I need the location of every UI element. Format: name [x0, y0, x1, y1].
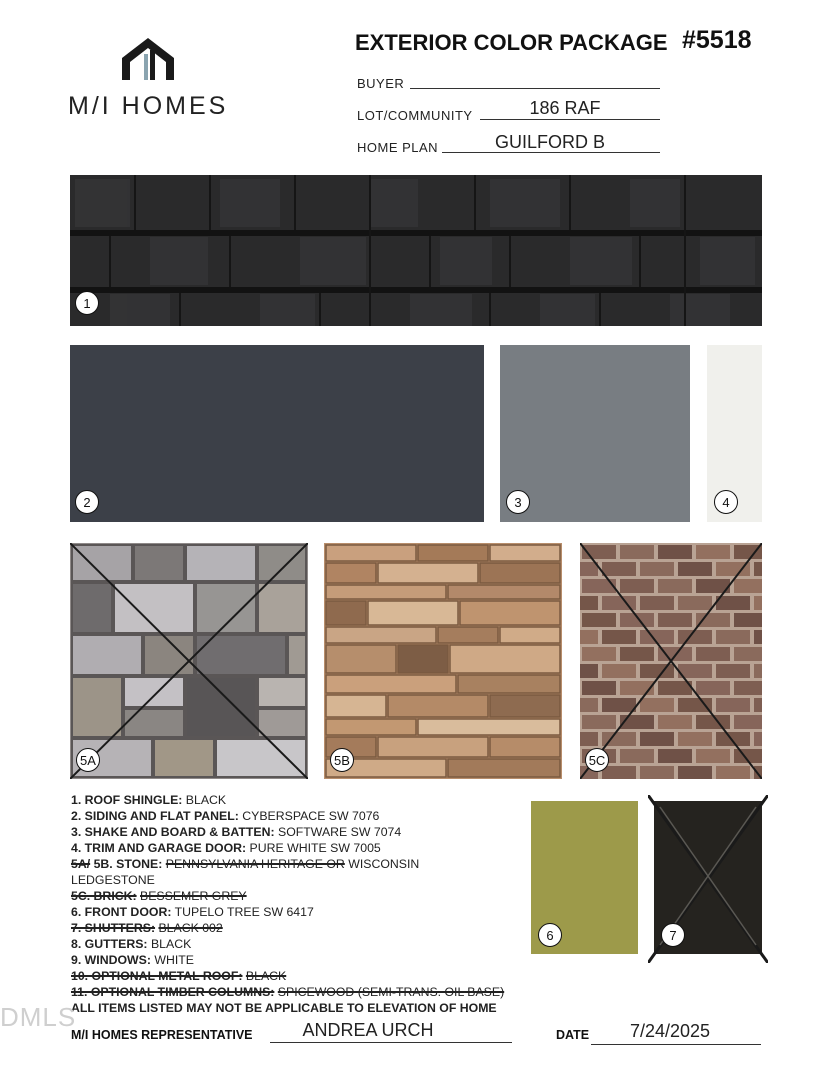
selection-value: TUPELO TREE SW 6417: [174, 905, 314, 919]
selection-row: [71, 808, 504, 824]
swatch-number-7: 7: [661, 923, 685, 947]
swatch-number-5b: 5B: [330, 748, 354, 772]
selection-value: LEDGESTONE: [71, 873, 155, 887]
stone-5b-texture: [324, 543, 562, 779]
swatch-number-6: 6: [538, 923, 562, 947]
selection-row: [71, 872, 504, 888]
date-line: [591, 1044, 761, 1045]
selection-label: 8. GUTTERS:: [71, 937, 148, 951]
page-title: EXTERIOR COLOR PACKAGE: [355, 30, 668, 55]
package-number: #5518: [682, 26, 752, 54]
rep-value: ANDREA URCH: [302, 1020, 434, 1040]
selection-value: BLACK: [150, 937, 192, 951]
selection-label: 9. WINDOWS:: [71, 953, 151, 967]
selection-value-struck: BLACK 002: [158, 921, 223, 935]
date-label: DATE: [556, 1028, 590, 1042]
selection-row: [71, 936, 504, 952]
selection-label-struck: 5A/: [71, 857, 91, 871]
siding-color-swatch: [70, 345, 484, 522]
selection-list: [71, 792, 504, 1000]
selection-label: 6. FRONT DOOR:: [71, 905, 172, 919]
lot-label: LOT/COMMUNITY: [357, 108, 473, 123]
buyer-line: [410, 88, 660, 89]
selection-value: SOFTWARE SW 7074: [278, 825, 402, 839]
date-value: 7/24/2025: [629, 1021, 711, 1041]
swatch-number-2: 2: [75, 490, 99, 514]
logo-house-icon: [120, 36, 176, 82]
selection-label: 2. SIDING AND FLAT PANEL:: [71, 809, 239, 823]
plan-value: GUILFORD B: [494, 132, 605, 152]
swatch-number-3: 3: [506, 490, 530, 514]
selection-row: [71, 952, 504, 968]
swatch-number-1: 1: [75, 291, 99, 315]
selection-value: BLACK: [185, 793, 227, 807]
selection-label: 5B. STONE:: [93, 857, 163, 871]
buyer-label: BUYER: [357, 76, 405, 91]
stone-5a-swatch: [70, 543, 308, 779]
selection-label-struck: 7. SHUTTERS:: [71, 921, 156, 935]
rep-line: [270, 1042, 512, 1043]
roof-shingle-swatch: [70, 175, 762, 326]
selection-row: [71, 904, 504, 920]
watermark: DMLS: [0, 1002, 77, 1032]
selection-value-struck: BLACK: [245, 969, 287, 983]
disclaimer: ALL ITEMS LISTED MAY NOT BE APPLICABLE TO ELEVATION OF HOME: [71, 1001, 497, 1015]
selection-label: 3. SHAKE AND BOARD & BATTEN:: [71, 825, 275, 839]
brick-5c-texture: [580, 543, 762, 779]
swatch-number-5a: 5A: [76, 748, 100, 772]
lot-value: 186 RAF: [529, 98, 601, 118]
rep-label: M/I HOMES REPRESENTATIVE: [71, 1028, 253, 1042]
shingle-texture: [70, 175, 762, 326]
selection-value-struck: SPICEWOOD (SEMI-TRANS. OIL BASE): [277, 985, 505, 999]
selection-row: [71, 792, 504, 808]
selection-row: [71, 824, 504, 840]
selection-value: WHITE: [154, 953, 194, 967]
plan-label: HOME PLAN: [357, 140, 439, 155]
lot-line: [480, 119, 660, 120]
selection-row: [71, 920, 504, 936]
selection-label-struck: 11. OPTIONAL TIMBER COLUMNS:: [71, 985, 275, 999]
selection-row: [71, 856, 504, 872]
selection-value: CYBERSPACE SW 7076: [242, 809, 380, 823]
selection-row: [71, 888, 504, 904]
swatch-number-5c: 5C: [585, 748, 609, 772]
selection-label: 4. TRIM AND GARAGE DOOR:: [71, 841, 247, 855]
selection-value-struck: BESSEMER GREY: [140, 889, 247, 903]
stone-5a-texture: [70, 543, 308, 779]
brick-5c-swatch: [580, 543, 762, 779]
selection-label-struck: 10. OPTIONAL METAL ROOF:: [71, 969, 243, 983]
selection-value-struck: PENNSYLVANIA HERITAGE OR: [165, 857, 345, 871]
selection-value: PURE WHITE SW 7005: [249, 841, 381, 855]
selection-row: [71, 968, 504, 984]
selection-row: [71, 840, 504, 856]
selection-row: [71, 984, 504, 1000]
selection-label: 1. ROOF SHINGLE:: [71, 793, 183, 807]
selection-label-struck: 5C. BRICK:: [71, 889, 137, 903]
stone-5b-swatch: [324, 543, 562, 779]
brand-name: M/I HOMES: [68, 92, 229, 120]
selection-value: WISCONSIN: [348, 857, 420, 871]
swatch-number-4: 4: [714, 490, 738, 514]
